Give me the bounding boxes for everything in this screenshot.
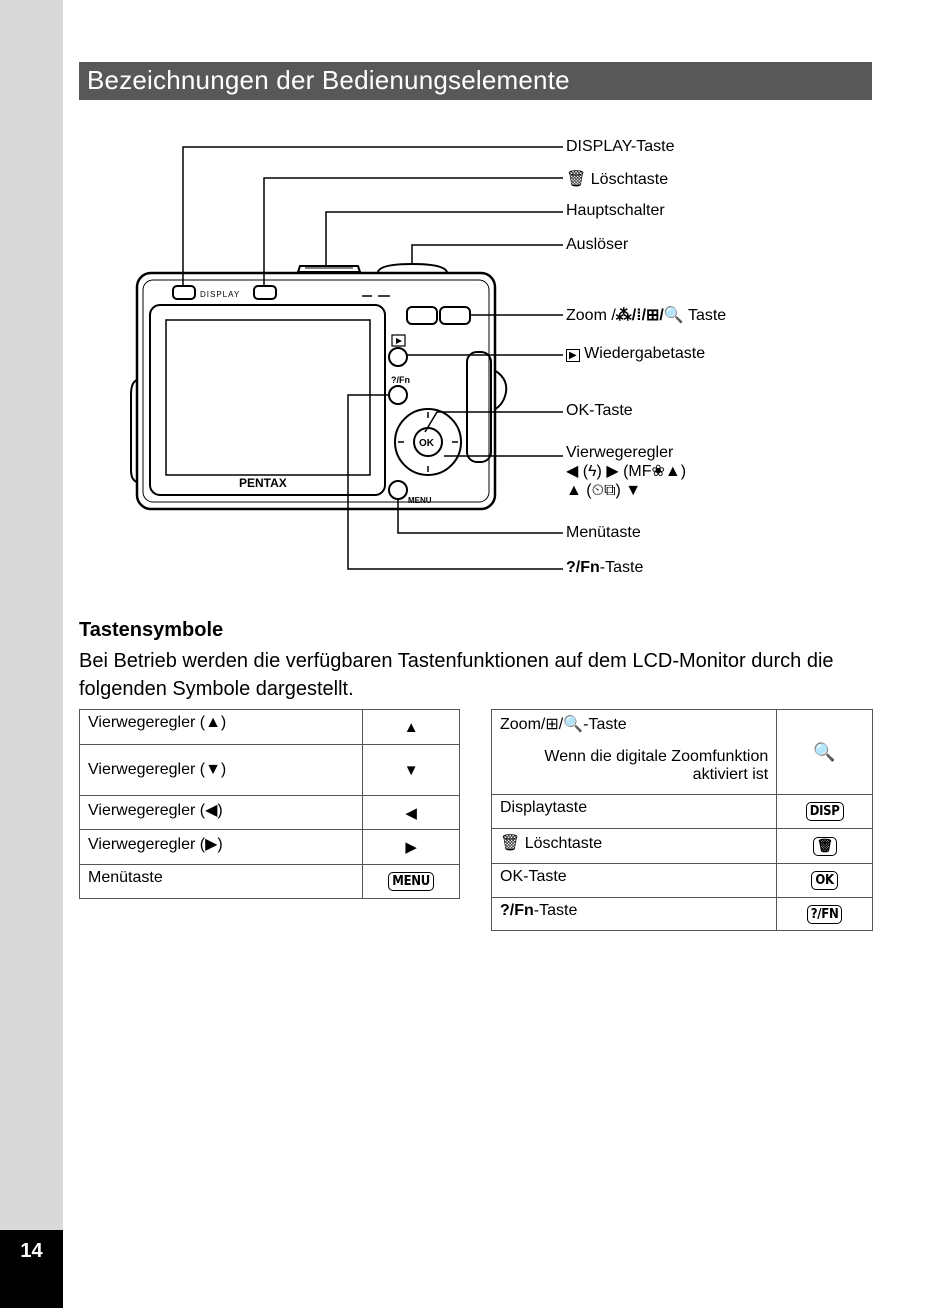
key-label: Vierwegeregler (▲) bbox=[80, 710, 363, 745]
table-row bbox=[80, 865, 460, 899]
callout-four-way bbox=[566, 443, 686, 500]
lcd-screen bbox=[166, 320, 370, 475]
fn-label-icon: ?/Fn bbox=[500, 902, 534, 919]
callout-four-way-label: Vierwegeregler bbox=[566, 444, 674, 461]
grip bbox=[467, 352, 491, 462]
key-label: Menütaste bbox=[80, 865, 363, 899]
camera-diagram bbox=[0, 0, 950, 600]
menu-button bbox=[389, 481, 407, 499]
key-label: OK-Taste bbox=[492, 864, 777, 898]
menu-key-icon: MENU bbox=[388, 872, 434, 891]
callout-delete-label: Löschtaste bbox=[590, 171, 669, 188]
key-sublabel: Wenn die digitale Zoomfunktion aktiviert ist bbox=[492, 744, 777, 795]
key-label: Displaytaste bbox=[492, 795, 777, 829]
page-title: Bezeichnungen der Bedienungselemente bbox=[79, 62, 872, 100]
table-row bbox=[492, 898, 873, 931]
key-label: Vierwegeregler (▶) bbox=[80, 830, 363, 865]
table-row bbox=[80, 710, 460, 745]
table-row bbox=[492, 795, 873, 829]
callout-four-way-line1: ◀ (ϟ) ▶ (MF❀▲) bbox=[566, 463, 687, 480]
key-symbol-table-left bbox=[79, 709, 460, 899]
trash-key-icon: 🗑 bbox=[813, 837, 837, 856]
power-switch bbox=[298, 266, 360, 272]
callout-display: DISPLAY-Taste bbox=[566, 138, 675, 155]
fn-key-icon: ?/FN bbox=[807, 905, 843, 924]
camera-fn-label: ?/Fn bbox=[391, 375, 410, 385]
key-label bbox=[492, 898, 777, 931]
callout-playback-label: Wiedergabetaste bbox=[584, 345, 706, 362]
zoom-wide-button bbox=[407, 307, 437, 324]
disp-key-icon: DISP bbox=[806, 802, 844, 821]
callout-menu: Menütaste bbox=[566, 524, 641, 541]
page-number: 14 bbox=[20, 1240, 43, 1262]
key-label: Vierwegeregler (▼) bbox=[80, 745, 363, 796]
table-row bbox=[80, 796, 460, 830]
camera-ok-label: OK bbox=[419, 438, 434, 449]
section-intro: Bei Betrieb werden die verfügbaren Tastenfunktionen auf dem LCD-Monitor durch die folgenden Symbole dargestellt. bbox=[79, 650, 834, 700]
leader-delete bbox=[264, 178, 563, 286]
up-arrow-icon: ▲ bbox=[363, 710, 460, 745]
callout-zoom-suffix: Taste bbox=[687, 307, 727, 324]
callout-four-way-line2: ▲ (⏲⧉) ▼ bbox=[566, 482, 642, 499]
fn-button bbox=[389, 386, 407, 404]
camera-brand-label: PENTAX bbox=[239, 476, 287, 490]
leader-power bbox=[326, 212, 563, 266]
key-label: 🗑 Löschtaste bbox=[492, 829, 777, 864]
table-row bbox=[492, 829, 873, 864]
leader-shutter bbox=[412, 245, 563, 264]
callout-shutter: Auslöser bbox=[566, 236, 629, 253]
callout-fn-suffix: -Taste bbox=[599, 559, 644, 576]
section-heading: Tastensymbole bbox=[79, 619, 224, 641]
right-arrow-icon: ▶ bbox=[363, 830, 460, 865]
fn-icon: ?/Fn bbox=[566, 559, 600, 576]
callout-ok: OK-Taste bbox=[566, 402, 633, 419]
zoom-tele-button bbox=[440, 307, 470, 324]
key-label: Zoom/⊞/🔍-Taste bbox=[492, 710, 777, 744]
lcd-frame bbox=[150, 305, 385, 495]
callout-zoom bbox=[566, 305, 726, 325]
shutter-button bbox=[378, 264, 447, 272]
display-button bbox=[173, 286, 195, 299]
table-row bbox=[80, 830, 460, 865]
fn-label-suffix: -Taste bbox=[533, 902, 578, 919]
down-arrow-icon: ▼ bbox=[363, 745, 460, 796]
trash-icon: 🗑 bbox=[566, 171, 587, 188]
playback-button bbox=[389, 348, 407, 366]
callout-playback bbox=[566, 345, 705, 363]
delete-button bbox=[254, 286, 276, 299]
camera-display-label: DISPLAY bbox=[200, 290, 241, 299]
key-label: Vierwegeregler (◀) bbox=[80, 796, 363, 830]
callout-power: Hauptschalter bbox=[566, 202, 665, 219]
playback-icon: ▶ bbox=[566, 349, 580, 362]
key-symbol-table-right bbox=[491, 709, 873, 931]
table-row bbox=[80, 745, 460, 796]
camera-playback-icon bbox=[396, 338, 402, 344]
table-row bbox=[492, 710, 873, 744]
zoom-symbols-icon: ⁂/⁞/⊞/🔍 bbox=[615, 307, 684, 324]
callout-zoom-prefix: Zoom / bbox=[566, 307, 616, 324]
left-arrow-icon: ◀ bbox=[363, 796, 460, 830]
callout-fn bbox=[566, 559, 643, 577]
callout-delete bbox=[566, 169, 668, 189]
magnifier-icon: 🔍 bbox=[777, 710, 873, 795]
camera-menu-label: MENU bbox=[408, 496, 432, 505]
table-row bbox=[492, 864, 873, 898]
leader-fn bbox=[348, 395, 563, 569]
ok-key-icon: OK bbox=[811, 871, 837, 890]
leader-display bbox=[183, 147, 563, 286]
